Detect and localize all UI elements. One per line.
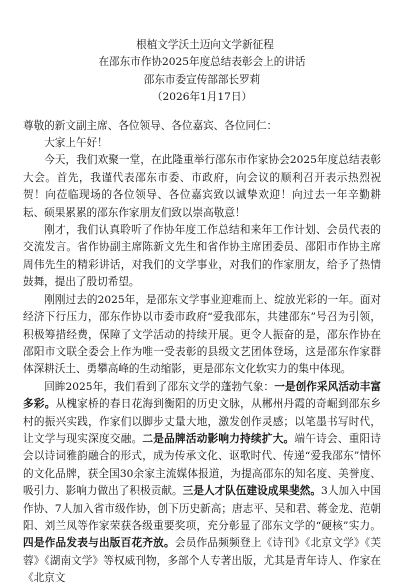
text-creative-activities: 从槐家桥的春日花海到衡阳的历史文脉，从郴州丹霞的奇崛到邵东乡村的振兴实践，作家们以脚步丈量大地，激发创作灵感；以笔墨书写时代，让文学与现实深度交融。 xyxy=(23,398,382,445)
paragraph-achievements xyxy=(23,379,381,588)
speech-header xyxy=(23,37,381,107)
highlight-creative-activities: 一是创作采风活动丰富多彩。 xyxy=(23,380,382,411)
text-publications: 会员作品频频登上《诗刊》《北京文学》《芙蓉》《湖南文学》等权威刊物，多部个人专著出版，尤其是青年诗人、作家在《北京文 xyxy=(23,537,382,585)
highlight-publications: 四是作品发表与出版百花齐放。 xyxy=(23,537,175,550)
speaker-line: 邵东市委宣传部部长罗莉 xyxy=(143,73,261,86)
paragraph-review: 刚才，我们认真聆听了作协年度工作总结和来年工作计划、会员代表的交流发言。省作协副主席陈新文先生和省作协主席团委员、邵阳市作协主席周伟先生的精彩讲话，对我们的文学事业，对我们的作家朋友，给予了热情鼓舞，提出了殷切希望。 xyxy=(23,224,381,289)
text-brand-activities: 端午诗会、重阳诗会以诗词雅韵融合的形式，成为传承文化、讴歌时代、传递“爱我邵东”情怀的文化品牌，获全国30余家主流媒体报道，为提高邵东的知名度、美誉度、吸引力、影响力做出了积极贡献。 xyxy=(23,432,382,498)
salutation: 尊敬的新文副主席、各位领导、各位嘉宾、各位同仁： xyxy=(23,119,278,132)
greeting: 大家上午好！ xyxy=(44,137,108,150)
achievements-intro: 回眸2025年，我们看到了邵东文学的蓬勃气象： xyxy=(44,380,275,393)
text-talent-building: 3人加入中国作协、7人加入省市级作协，创下历史新高；唐志平、吴和君、蒋金龙、范朝阳、刘兰凤等作家荣获各级重要奖项，充分彰显了邵东文学的“硬核”实力。 xyxy=(23,485,382,532)
speech-title: 根植文学沃土迈向文学新征程 xyxy=(136,39,274,51)
highlight-talent-building: 三是人才队伍建设成果斐然。 xyxy=(182,485,322,498)
highlight-brand-activities: 二是品牌活动影响力持续扩大。 xyxy=(142,432,295,445)
paragraph-opening: 今天，我们欢聚一堂，在此隆重举行邵东市作家协会2025年度总结表彰大会。首先，我谨代表邵东市委、市政府，向会议的顺利召开表示热烈祝贺！向莅临现场的各位领导、各位嘉宾致以诚挚欢迎！向过去一年辛勤耕耘、硕果累累的邵东作家朋友们致以崇高敬意！ xyxy=(23,154,381,219)
speech-date: （2026年1月17日） xyxy=(151,91,253,104)
speech-subtitle: 在邵东市作协2025年度总结表彰会上的讲话 xyxy=(98,56,306,69)
paragraph-year-summary: 刚刚过去的2025年，是邵东文学事业迎难而上、绽放光彩的一年。面对经济下行压力，邵东作协以市委市政府“爱我邵东，共建邵东”号召为引领，积极筹措经费，保障了文学活动的持续开展。更令人振奋的是，邵东作协在邵阳市文联全委会上作为唯一受表彰的县级文艺团体登场，这是邵东作家群体深耕沃土、勇攀高峰的生动缩影，更是邵东文化软实力的集中体现。 xyxy=(23,293,381,376)
